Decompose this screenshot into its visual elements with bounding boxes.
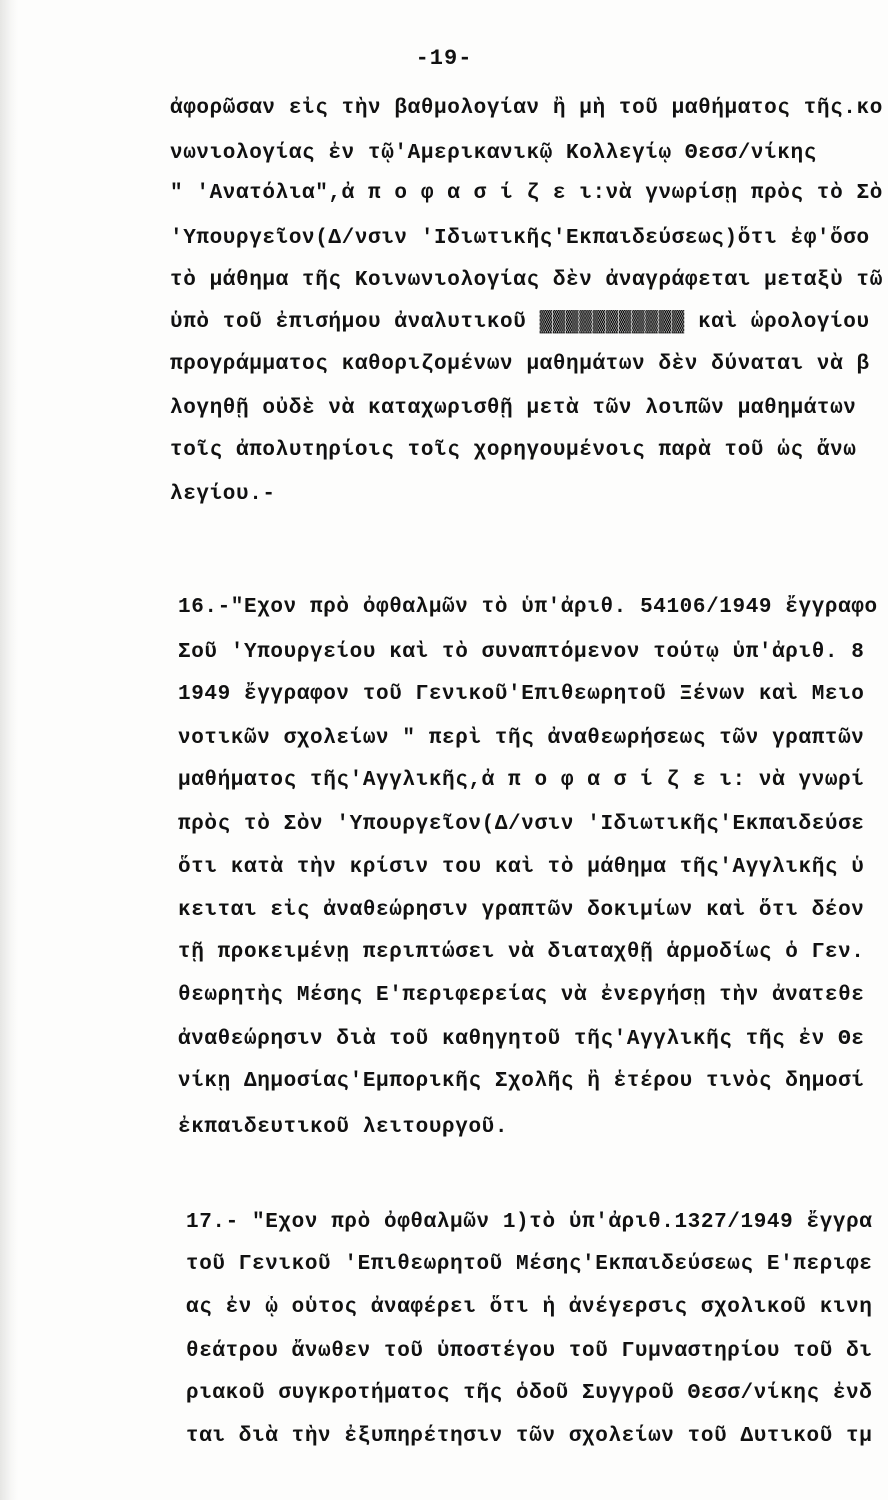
text-line: πρὸς τὸ Σὸν 'Υπουργεῖον(Δ/νσιν 'Ιδιωτικῆς'Εκπαιδεύσε — [178, 813, 865, 836]
text-line: μαθήματος τῆς'Αγγλικῆς,ἀ π ο φ α σ ί ζ ε ι: νὰ γνωρί — [178, 769, 865, 792]
text-line: λεγίου.- — [170, 483, 276, 506]
text-line: θεάτρου ἄνωθεν τοῦ ὑποστέγου τοῦ Γυμναστηρίου τοῦ δι — [186, 1340, 873, 1363]
text-line: νοτικῶν σχολείων " περὶ τῆς ἀναθεωρήσεως τῶν γραπτῶν — [178, 727, 865, 750]
text-line: ἐκπαιδευτικοῦ λειτουργοῦ. — [178, 1116, 509, 1139]
text-line: λογηθῇ οὐδὲ νὰ καταχωρισθῇ μετὰ τῶν λοιπῶν μαθημάτων — [170, 397, 857, 420]
text-line: 17.- "Εχον πρὸ ὀφθαλμῶν 1)τὸ ὑπ'ἀριθ.1327/1949 ἔγγρα — [186, 1211, 873, 1234]
text-line: ὑπὸ τοῦ ἐπισήμου ἀναλυτικοῦ ▓▓▓▓▓▓▓▓▓▓▓ καὶ ὡρολογίου — [170, 311, 870, 334]
page-left-edge — [0, 0, 18, 1500]
text-line: τοῦ Γενικοῦ 'Επιθεωρητοῦ Μέσης'Εκπαιδεύσεως Ε'περιφε — [186, 1253, 873, 1276]
text-line: ἀναθεώρησιν διὰ τοῦ καθηγητοῦ τῆς'Αγγλικῆς τῆς ἐν Θε — [178, 1028, 865, 1051]
text-line: 16.-"Εχον πρὸ ὀφθαλμῶν τὸ ὑπ'ἀριθ. 54106/1949 ἔγγραφο — [178, 596, 878, 619]
text-line: προγράμματος καθοριζομένων μαθημάτων δὲν δύναται νὰ β — [170, 353, 870, 376]
text-line: κειται εἰς ἀναθεώρησιν γραπτῶν δοκιμίων καὶ ὅτι δέον — [178, 899, 865, 922]
text-line: νωνιολογίας ἐν τῷ'Αμερικανικῷ Κολλεγίῳ Θεσσ/νίκης — [170, 142, 817, 165]
text-line: ται διὰ τὴν ἐξυπηρέτησιν τῶν σχολείων τοῦ Δυτικοῦ τμ — [186, 1425, 873, 1448]
text-line: τῇ προκειμένῃ περιπτώσει νὰ διαταχθῇ ἁρμοδίως ὁ Γεν. — [178, 941, 865, 964]
text-line: 1949 ἔγγραφον τοῦ Γενικοῦ'Επιθεωρητοῦ Ξένων καὶ Μειο — [178, 683, 865, 706]
text-line: ἀφορῶσαν εἰς τὴν βαθμολογίαν ἢ μὴ τοῦ μαθήματος τῆς.κο — [170, 97, 883, 120]
text-line: θεωρητὴς Μέσης Ε'περιφερείας νὰ ἐνεργήσῃ τὴν ἀνατεθε — [178, 984, 865, 1007]
text-line: Σοῦ 'Υπουργείου καὶ τὸ συναπτόμενον τούτῳ ὑπ'ἀριθ. 8 — [178, 641, 865, 664]
text-line: " 'Ανατόλια",ἀ π ο φ α σ ί ζ ε ι:νὰ γνωρίσῃ πρὸς τὸ Σὸ — [170, 182, 883, 205]
text-line: ριακοῦ συγκροτήματος τῆς ὁδοῦ Συγγροῦ Θεσσ/νίκης ἐνδ — [186, 1382, 873, 1405]
text-line: νίκῃ Δημοσίας'Εμπορικῆς Σχολῆς ἢ ἑτέρου τινὸς δημοσί — [178, 1070, 865, 1093]
text-line: ὅτι κατὰ τὴν κρίσιν του καὶ τὸ μάθημα τῆς'Αγγλικῆς ὑ — [178, 856, 865, 879]
text-line: 'Υπουργεῖον(Δ/νσιν 'Ιδιωτικῆς'Εκπαιδεύσεως)ὅτι ἐφ'ὅσο — [170, 227, 870, 250]
text-line: ας ἐν ᾧ οὗτος ἀναφέρει ὅτι ἡ ἀνέγερσις σχολικοῦ κινη — [186, 1296, 873, 1319]
page-number: -19- — [415, 46, 473, 71]
text-line: τὸ μάθημα τῆς Κοινωνιολογίας δὲν ἀναγράφεται μεταξὺ τῶ — [170, 269, 883, 292]
text-line: τοῖς ἀπολυτηρίοις τοῖς χορηγουμένοις παρὰ τοῦ ὡς ἄνω — [170, 439, 857, 462]
